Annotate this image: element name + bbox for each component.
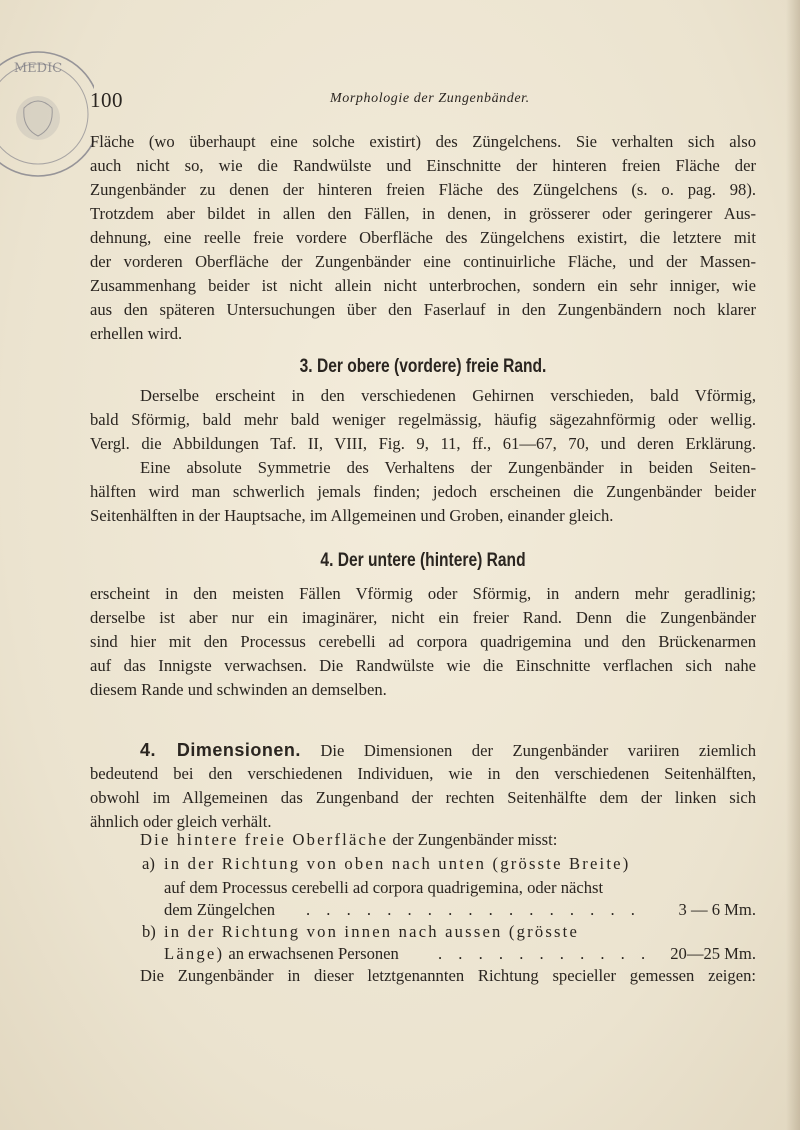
item-a-line2: auf dem Processus cerebelli ad corpora quadrigemina, oder nächst bbox=[164, 878, 604, 897]
item-b-spaced: in der Richtung von innen nach aussen (grösste bbox=[164, 922, 580, 941]
section-heading-4: 4. Der untere (hintere) Rand bbox=[320, 550, 526, 571]
spaced-text: Die hintere freie Oberfläche bbox=[140, 830, 389, 849]
svg-text:MEDIC: MEDIC bbox=[13, 61, 63, 76]
text-line: dehnung, eine reelle freie vordere Oberfläche des Züngelchens existirt, die letztere mit bbox=[90, 228, 756, 247]
text-line: Derselbe erscheint in den verschiedenen Gehirnen verschieden, bald Vförmig, bbox=[140, 386, 756, 405]
text-line: erscheint in den meisten Fällen Vförmig oder Sförmig, in andern mehr geradlinig; bbox=[90, 584, 756, 603]
item-a-line3: dem Züngelchen bbox=[164, 900, 276, 919]
item-b-label: b) bbox=[142, 922, 156, 941]
item-b-line2 bbox=[164, 942, 399, 966]
text-line: Trotzdem aber bildet in allen den Fällen, in denen, in grösserer oder geringerer Aus- bbox=[90, 204, 756, 223]
section-heading-3: 3. Der obere (vordere) freie Rand. bbox=[299, 356, 547, 377]
item-a-value: 3 — 6 Mm. bbox=[678, 900, 756, 919]
text-line bbox=[140, 738, 756, 762]
item-b-value: 20—25 Mm. bbox=[670, 944, 756, 963]
text-line: bedeutend bei den verschiedenen Individuen, wie in den verschiedenen Seitenhälften, bbox=[90, 764, 756, 783]
dimensions-intro bbox=[140, 828, 557, 852]
text-line: Eine absolute Symmetrie des Verhaltens der Zungenbänder in beiden Seiten- bbox=[140, 458, 756, 477]
spaced-text: Länge) bbox=[164, 944, 225, 963]
page-edge-shadow bbox=[786, 0, 800, 1130]
text-line: Fläche (wo überhaupt eine solche existirt) des Züngelchens. Sie verhalten sich also bbox=[90, 132, 756, 151]
library-stamp bbox=[0, 38, 94, 190]
intro-rest: der Zungenbänder misst: bbox=[392, 830, 558, 849]
text-line: aus den späteren Untersuchungen über den Faserlauf in den Zungenbändern noch klarer bbox=[90, 300, 756, 319]
text-line: bald Sförmig, bald mehr bald weniger regelmässig, häufig sägezahnförmig oder wellig. bbox=[90, 410, 756, 429]
leader-dots: . . . . . . . . . . . . . . . . . bbox=[306, 900, 641, 919]
text-line: auf das Innigste verwachsen. Die Randwülste wie die Einschnitte verflachen sich nahe bbox=[90, 656, 756, 675]
text-line: Die Zungenbänder in dieser letztgenannten Richtung specieller gemessen zeigen: bbox=[140, 966, 756, 985]
dimensions-heading: 4. Dimensionen. bbox=[140, 740, 301, 760]
text-line: der vorderen Oberfläche der Zungenbänder eine continuirliche Fläche, und der Massen- bbox=[90, 252, 756, 271]
leader-dots: . . . . . . . . . . . bbox=[438, 944, 652, 963]
item-a-label: a) bbox=[142, 854, 155, 873]
page-header bbox=[90, 88, 756, 114]
text-line: erhellen wird. bbox=[90, 324, 183, 343]
text-line: Zungenbänder zu denen der hinteren freien Fläche des Züngelchens (s. o. pag. 98). bbox=[90, 180, 756, 199]
page-number: 100 bbox=[90, 88, 123, 112]
item-a-spaced: in der Richtung von oben nach unten (grösste Breite) bbox=[164, 854, 631, 873]
text-line: diesem Rande und schwinden an demselben. bbox=[90, 680, 387, 699]
text-line: hälften wird man schwerlich jemals finden; jedoch erscheinen die Zungenbänder beider bbox=[90, 482, 756, 501]
text-line: auch nicht so, wie die Randwülste und Einschnitte der hinteren freien Fläche der bbox=[90, 156, 756, 175]
text-line: obwohl im Allgemeinen das Zungenband der rechten Seitenhälfte dem der linken sich bbox=[90, 788, 756, 807]
text-line: derselbe ist aber nur ein imaginärer, nicht ein freier Rand. Denn die Zungenbänder bbox=[90, 608, 756, 627]
text-line: Zusammenhang beider ist nicht allein nicht unterbrochen, sondern ein sehr inniger, wie bbox=[90, 276, 756, 295]
dimensions-first-line: Die Dimensionen der Zungenbänder variiren ziemlich bbox=[320, 741, 756, 760]
text-line: sind hier mit den Processus cerebelli ad corpora quadrigemina und den Brückenarmen bbox=[90, 632, 756, 651]
text-line: Seitenhälften in der Hauptsache, im Allgemeinen und Groben, einander gleich. bbox=[90, 506, 614, 525]
running-title: Morphologie der Zungenbänder. bbox=[330, 91, 530, 106]
item-b-line2-rest: an erwachsenen Personen bbox=[228, 944, 399, 963]
text-line: Vergl. die Abbildungen Taf. II, VIII, Fig. 9, 11, ff., 61—67, 70, und deren Erklärung. bbox=[90, 434, 756, 453]
text-line: ähnlich oder gleich verhält. bbox=[90, 812, 272, 831]
